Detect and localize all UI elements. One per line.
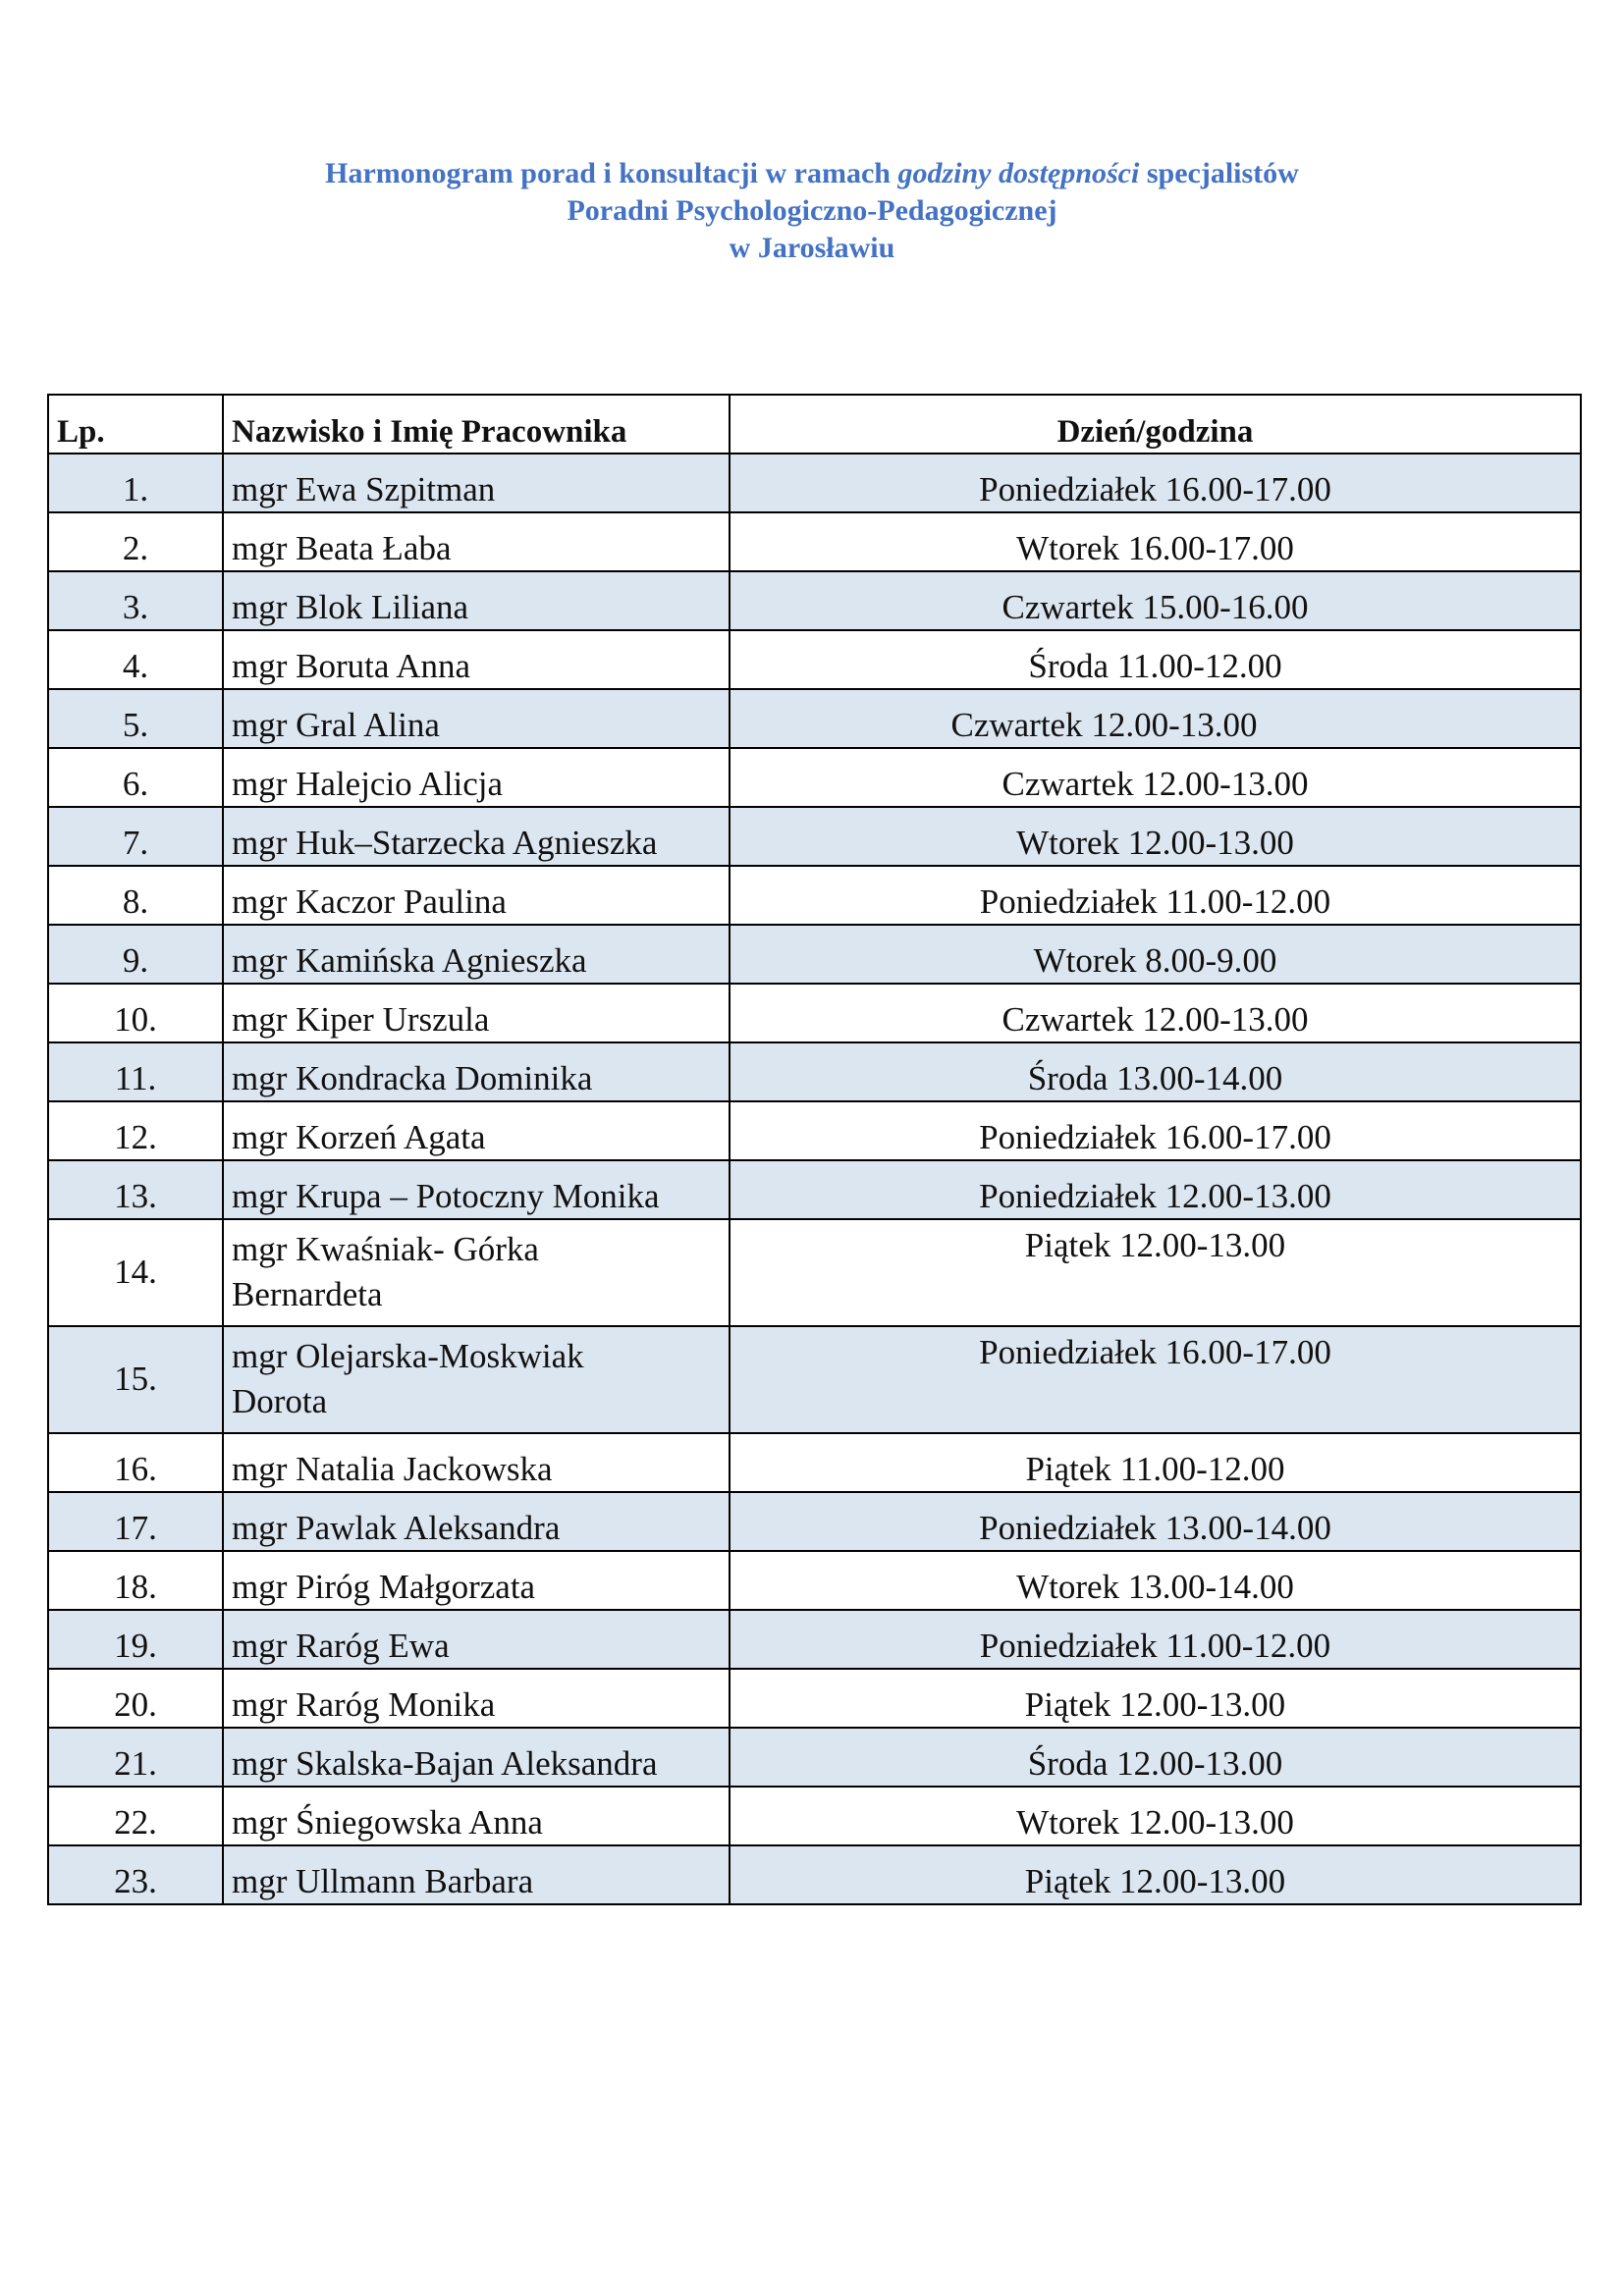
row-number	[48, 807, 223, 866]
row-number	[48, 630, 223, 689]
schedule-time	[730, 1042, 1581, 1101]
schedule-time	[730, 454, 1581, 512]
header-day: Dzień/godzina	[730, 395, 1581, 454]
employee-name: mgr Raróg Ewa	[223, 1610, 730, 1669]
employee-name	[223, 1219, 730, 1326]
row-number-text: 6.	[122, 765, 149, 803]
schedule-table	[47, 394, 1582, 1905]
schedule-time	[730, 748, 1581, 807]
schedule-time	[730, 925, 1581, 984]
row-number	[48, 1101, 223, 1160]
row-number-text: 4.	[122, 647, 149, 685]
table-row	[48, 1551, 1581, 1610]
employee-name: mgr Natalia Jackowska	[223, 1433, 730, 1492]
title-line-1	[0, 155, 1624, 192]
row-number	[48, 1551, 223, 1610]
schedule-time-text: Czwartek 12.00-13.00	[1001, 1000, 1309, 1039]
employee-name: mgr Ewa Szpitman	[223, 454, 730, 512]
table-row	[48, 984, 1581, 1042]
schedule-time-text: Piątek 12.00-13.00	[1024, 1685, 1286, 1724]
schedule-time-text: Piątek 11.00-12.00	[1025, 1450, 1285, 1488]
row-number-text: 8.	[122, 882, 149, 921]
employee-name-line-2: Bernardeta	[232, 1274, 383, 1313]
table-row	[48, 571, 1581, 630]
row-number-text: 14.	[114, 1252, 157, 1291]
row-number-text: 22.	[114, 1803, 157, 1842]
employee-name: mgr Krupa – Potoczny Monika	[223, 1160, 730, 1219]
table-row	[48, 1610, 1581, 1669]
title-line-3: w Jarosławiu	[729, 232, 895, 264]
employee-name: mgr Ullmann Barbara	[223, 1845, 730, 1904]
table-row	[48, 1042, 1581, 1101]
table-row	[48, 1433, 1581, 1492]
schedule-time-text: Poniedziałek 12.00-13.00	[979, 1177, 1331, 1215]
schedule-time	[730, 1160, 1581, 1219]
row-number	[48, 1728, 223, 1787]
schedule-time-text: Środa 11.00-12.00	[1028, 647, 1282, 685]
row-number	[48, 1326, 223, 1433]
schedule-time-text: Piątek 12.00-13.00	[1024, 1862, 1286, 1900]
row-number	[48, 454, 223, 512]
row-number	[48, 1160, 223, 1219]
employee-name: mgr Raróg Monika	[223, 1669, 730, 1728]
employee-name: mgr Beata Łaba	[223, 512, 730, 571]
schedule-time-text: Poniedziałek 13.00-14.00	[979, 1509, 1331, 1547]
employee-name: mgr Piróg Małgorzata	[223, 1551, 730, 1610]
employee-name: mgr Korzeń Agata	[223, 1101, 730, 1160]
schedule-time-text: Poniedziałek 16.00-17.00	[979, 470, 1331, 508]
schedule-time-text: Poniedziałek 16.00-17.00	[979, 1333, 1331, 1371]
schedule-time	[730, 1610, 1581, 1669]
title-line-1-end: specjalistów	[1139, 157, 1299, 189]
header-name: Nazwisko i Imię Pracownika	[223, 395, 730, 454]
row-number-text: 11.	[114, 1059, 157, 1097]
employee-name: mgr Kondracka Dominika	[223, 1042, 730, 1101]
row-number	[48, 984, 223, 1042]
header-lp: Lp.	[48, 395, 223, 454]
table-row	[48, 1160, 1581, 1219]
row-number-text: 5.	[122, 706, 149, 744]
schedule-time	[730, 1728, 1581, 1787]
page-title	[0, 155, 1624, 267]
schedule-time	[730, 807, 1581, 866]
schedule-time-text: Czwartek 12.00-13.00	[950, 706, 1258, 744]
employee-name: mgr Huk–Starzecka Agnieszka	[223, 807, 730, 866]
schedule-time-text: Poniedziałek 11.00-12.00	[979, 1627, 1331, 1665]
schedule-time	[730, 984, 1581, 1042]
table-row	[48, 925, 1581, 984]
schedule-time	[730, 1669, 1581, 1728]
row-number	[48, 1845, 223, 1904]
table-row	[48, 1219, 1581, 1326]
table-row	[48, 512, 1581, 571]
row-number-text: 9.	[122, 941, 149, 980]
employee-name-line-1: mgr Olejarska-Moskwiak	[232, 1336, 584, 1375]
row-number-text: 16.	[114, 1450, 157, 1488]
schedule-time-text: Wtorek 12.00-13.00	[1016, 1803, 1294, 1842]
schedule-time	[730, 866, 1581, 925]
employee-name: mgr Kamińska Agnieszka	[223, 925, 730, 984]
row-number	[48, 571, 223, 630]
row-number	[48, 1787, 223, 1845]
row-number	[48, 1669, 223, 1728]
table-row	[48, 1492, 1581, 1551]
schedule-time	[730, 1845, 1581, 1904]
table-row	[48, 866, 1581, 925]
table-row	[48, 1728, 1581, 1787]
employee-name: mgr Kaczor Paulina	[223, 866, 730, 925]
schedule-time	[730, 512, 1581, 571]
table-row	[48, 1669, 1581, 1728]
row-number	[48, 1042, 223, 1101]
row-number	[48, 512, 223, 571]
employee-name-line-2: Dorota	[232, 1381, 328, 1420]
row-number	[48, 925, 223, 984]
row-number	[48, 866, 223, 925]
schedule-time-text: Środa 13.00-14.00	[1027, 1059, 1283, 1097]
schedule-time-text: Czwartek 15.00-16.00	[1001, 588, 1309, 626]
schedule-time	[730, 571, 1581, 630]
row-number	[48, 1219, 223, 1326]
title-line-1-italic: godziny dostępności	[897, 157, 1140, 189]
table-row	[48, 807, 1581, 866]
employee-name: mgr Śniegowska Anna	[223, 1787, 730, 1845]
schedule-time	[730, 1433, 1581, 1492]
row-number-text: 12.	[114, 1118, 157, 1156]
row-number-text: 10.	[114, 1000, 157, 1039]
row-number	[48, 1433, 223, 1492]
employee-name: mgr Halejcio Alicja	[223, 748, 730, 807]
table-row	[48, 748, 1581, 807]
schedule-time-text: Wtorek 12.00-13.00	[1016, 824, 1294, 862]
row-number	[48, 1492, 223, 1551]
row-number-text: 13.	[114, 1177, 157, 1215]
row-number-text: 17.	[114, 1509, 157, 1547]
employee-name: mgr Gral Alina	[223, 689, 730, 748]
row-number-text: 19.	[114, 1627, 157, 1665]
row-number-text: 15.	[114, 1359, 157, 1398]
schedule-time-text: Wtorek 13.00-14.00	[1016, 1568, 1294, 1606]
row-number-text: 21.	[114, 1744, 157, 1783]
schedule-time	[730, 1101, 1581, 1160]
schedule-time-text: Wtorek 8.00-9.00	[1033, 941, 1277, 980]
row-number-text: 2.	[122, 529, 149, 567]
employee-name: mgr Pawlak Aleksandra	[223, 1492, 730, 1551]
schedule-time	[730, 689, 1581, 748]
row-number-text: 20.	[114, 1685, 157, 1724]
schedule-time-text: Środa 12.00-13.00	[1027, 1744, 1283, 1783]
schedule-time	[730, 630, 1581, 689]
row-number-text: 23.	[114, 1862, 157, 1900]
schedule-time	[730, 1219, 1581, 1326]
schedule-time-text: Poniedziałek 16.00-17.00	[979, 1118, 1331, 1156]
row-number	[48, 1610, 223, 1669]
title-line-1-start: Harmonogram porad i konsultacji w ramach	[325, 157, 898, 189]
row-number-text: 7.	[122, 824, 149, 862]
table-row	[48, 689, 1581, 748]
title-line-2: Poradni Psychologiczno-Pedagogicznej	[567, 194, 1057, 227]
schedule-time-text: Czwartek 12.00-13.00	[1001, 765, 1309, 803]
row-number	[48, 689, 223, 748]
employee-name-line-1: mgr Kwaśniak- Górka	[232, 1229, 539, 1268]
row-number-text: 3.	[122, 588, 149, 626]
table-row	[48, 1787, 1581, 1845]
schedule-time-text: Wtorek 16.00-17.00	[1016, 529, 1294, 567]
schedule-time	[730, 1787, 1581, 1845]
employee-name: mgr Boruta Anna	[223, 630, 730, 689]
schedule-time	[730, 1492, 1581, 1551]
table-header-row	[48, 395, 1581, 454]
schedule-time-text: Piątek 12.00-13.00	[1024, 1226, 1286, 1264]
row-number-text: 18.	[114, 1568, 157, 1606]
employee-name: mgr Skalska-Bajan Aleksandra	[223, 1728, 730, 1787]
employee-name	[223, 1326, 730, 1433]
table-row	[48, 630, 1581, 689]
table-row	[48, 454, 1581, 512]
row-number	[48, 748, 223, 807]
schedule-time-text: Poniedziałek 11.00-12.00	[979, 882, 1331, 921]
schedule-time	[730, 1326, 1581, 1433]
employee-name: mgr Blok Liliana	[223, 571, 730, 630]
table-row	[48, 1845, 1581, 1904]
table-row	[48, 1326, 1581, 1433]
table-row	[48, 1101, 1581, 1160]
row-number-text: 1.	[122, 470, 149, 508]
schedule-time	[730, 1551, 1581, 1610]
employee-name: mgr Kiper Urszula	[223, 984, 730, 1042]
